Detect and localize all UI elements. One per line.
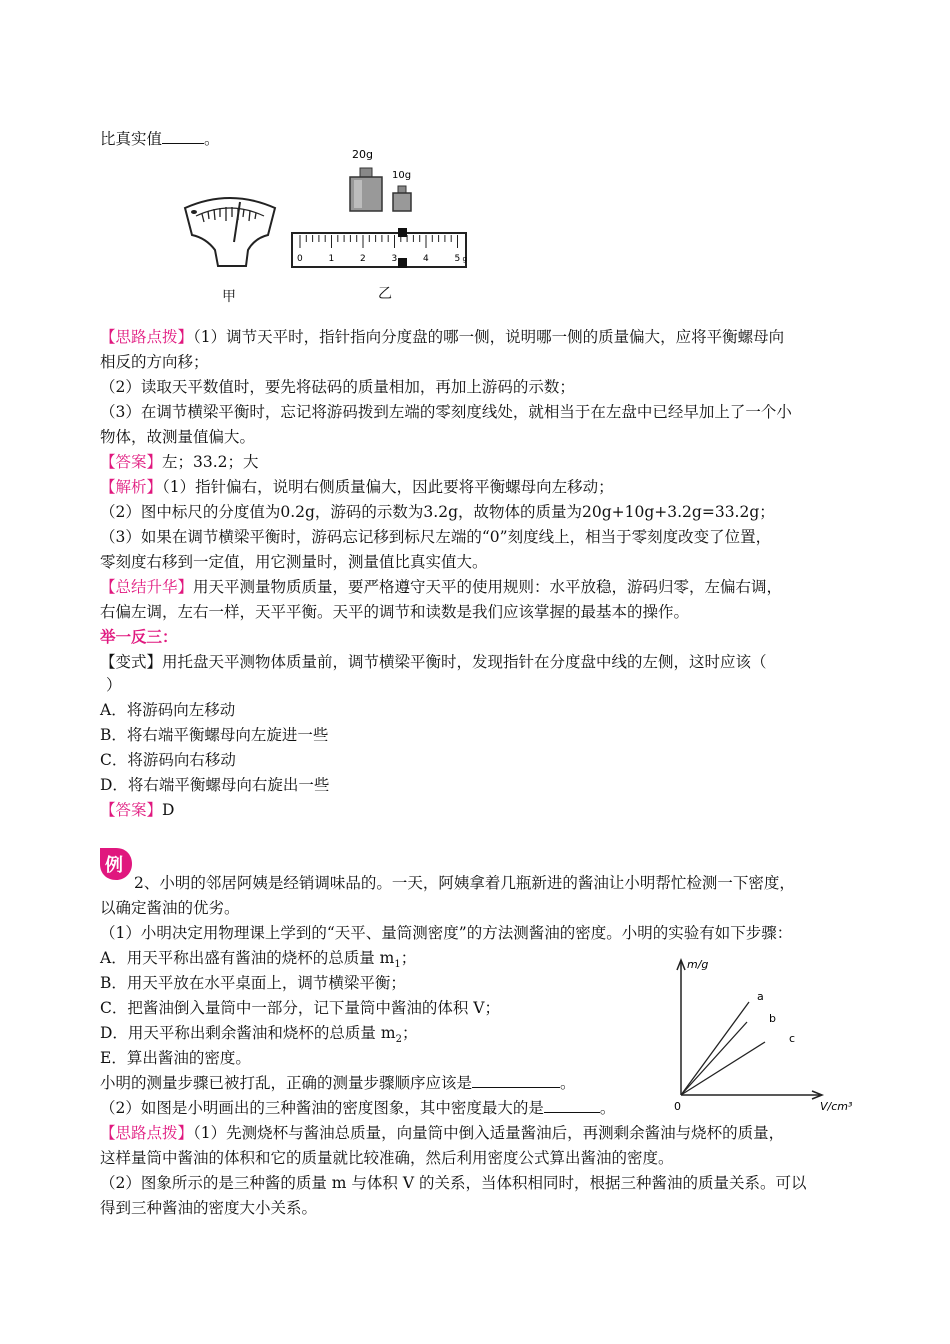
example-question-1: （1）小明决定用物理课上学到的“天平、量筒测密度”的方法测酱油的密度。小明的实验有如下步骤： (100, 924, 793, 942)
graph-origin: 0 (674, 1100, 681, 1113)
weight-20g-knob (360, 168, 372, 177)
graph-line-b (681, 1022, 747, 1095)
step-d: D．用天平称出剩余酱油和烧杯的总质量 $m_2$； (100, 1024, 418, 1046)
variant-line-1: 【变式】用托盘天平测物体质量前，调节横梁平衡时，发现指针在分度盘中线的左侧，这时应该（ (100, 653, 767, 671)
summary-line-1: 【总结升华】用天平测量物质质量，要严格遵守天平的使用规则：水平放稳，游码归零，左偏右调， (100, 578, 783, 596)
explain-line-3: （3）如果在调节横梁平衡时，游码忘记移到标尺左端的“0”刻度线上，相当于零刻度改变了位置， (100, 528, 772, 546)
weight-10g (393, 193, 411, 211)
analysis2-line-3: （2）图象所示的是三种酱的质量 m 与体积 V 的关系，当体积相同时，根据三种酱油的质量关系。可以 (100, 1174, 807, 1192)
weight-10g-knob (398, 186, 406, 193)
ruler-label: 1 (328, 254, 335, 264)
variant-line-2: ） (106, 676, 122, 694)
question-2-line: （2）如图是小明画出的三种酱油的密度图象，其中密度最大的是 。 (100, 1099, 616, 1117)
explain-line-2: （2）图中标尺的分度值为0.2g，游码的示数为3.2g，故物体的质量为20g+10g+3.2g=33.2g； (100, 503, 775, 521)
analysis-line-5: 物体，故测量值偏大。 (100, 428, 256, 446)
answer-2: 【答案】D (100, 801, 175, 819)
ruler-label: 3 (391, 254, 398, 264)
example-line-1: 2、小明的邻居阿姨是经销调味品的。一天，阿姨拿着几瓶新进的酱油让小明帮忙检测一下密度， (134, 874, 795, 892)
option-c[interactable]: C．将游码向右移动 (100, 751, 236, 769)
ruler-label: 0 (297, 254, 303, 264)
density-graph (665, 950, 860, 1120)
example-badge-text: 例 (105, 855, 123, 876)
graph-x-label: V/cm³ (820, 1100, 853, 1113)
option-a[interactable]: A．将游码向左移动 (100, 701, 236, 719)
step-e: E．算出酱油的密度。 (100, 1049, 251, 1067)
step-a: A．用天平称出盛有酱油的烧杯的总质量 $m_1$； (100, 949, 417, 971)
graph-label-b: b (769, 1012, 776, 1025)
graph-line-a (681, 1002, 749, 1095)
ruler-label: 2 (360, 254, 366, 264)
analysis-line-2: 相反的方向移； (100, 353, 209, 371)
weight-20g-label: 20g (352, 148, 373, 161)
option-d[interactable]: D．将右端平衡螺母向右旋出一些 (100, 776, 330, 794)
ruler-label: 5 (454, 254, 461, 264)
ruler-label: 4 (423, 254, 429, 264)
order-line: 小明的测量步骤已被打乱，正确的测量步骤顺序应该是 。 (100, 1074, 576, 1092)
graph-y-label: m/g (687, 958, 709, 971)
example-badge-icon (98, 846, 134, 882)
density-blank[interactable] (544, 1098, 600, 1113)
figure-yi (288, 140, 473, 275)
option-b[interactable]: B．将右端平衡螺母向左旋进一些 (100, 726, 329, 744)
figure-jia-dial (180, 190, 280, 270)
top-line: 比真实值 。 (100, 130, 220, 148)
order-blank[interactable] (472, 1073, 560, 1088)
ruler-unit: g (462, 255, 467, 263)
analysis2-line-1: 【思路点拨】（1）先测烧杯与酱油总质量，向量筒中倒入适量酱油后，再测剩余酱油与烧杯的质量， (100, 1124, 785, 1142)
rider-top (398, 228, 407, 237)
weight-10g-label: 10g (392, 170, 412, 181)
analysis-line-1: 【思路点拨】（1）调节天平时，指针指向分度盘的哪一侧，说明哪一侧的质量偏大，应将平衡螺母向 (100, 328, 785, 346)
rider-bottom (398, 258, 407, 268)
step-b: B．用天平放在水平桌面上，调节横梁平衡； (100, 974, 406, 992)
answer-blank[interactable] (162, 129, 204, 144)
summary-line-2: 右偏左调，左右一样，天平平衡。天平的调节和读数是我们应该掌握的最基本的操作。 (100, 603, 690, 621)
graph-label-c: c (789, 1032, 796, 1045)
analysis2-line-2: 这样量筒中酱油的体积和它的质量就比较准确，然后利用密度公式算出酱油的密度。 (100, 1149, 674, 1167)
analysis2-line-4: 得到三种酱油的密度大小关系。 (100, 1199, 318, 1217)
answer-1: 【答案】左；33.2；大 (100, 453, 259, 471)
figure-jia-label: 甲 (222, 289, 236, 305)
graph-label-a: a (757, 990, 764, 1003)
explain-line-4: 零刻度右移到一定值，用它测量时，测量值比真实值大。 (100, 553, 488, 571)
analysis-line-3: （2）读取天平数值时，要先将砝码的质量相加，再加上游码的示数； (100, 378, 575, 396)
graph-line-c (681, 1042, 765, 1095)
practice-title: 举一反三： (100, 627, 178, 646)
step-c: C．把酱油倒入量筒中一部分，记下量筒中酱油的体积 V； (100, 999, 500, 1017)
example-line-2: 以确定酱油的优劣。 (100, 899, 240, 917)
explain-line-1: 【解析】（1）指针偏右，说明右侧质量偏大，因此要将平衡螺母向左移动； (100, 478, 614, 496)
ruler (292, 233, 466, 267)
figure-yi-label: 乙 (378, 286, 392, 302)
analysis-line-4: （3）在调节横梁平衡时，忘记将游码拨到左端的零刻度线处，就相当于在左盘中已经早加上了一个小 (100, 403, 792, 421)
